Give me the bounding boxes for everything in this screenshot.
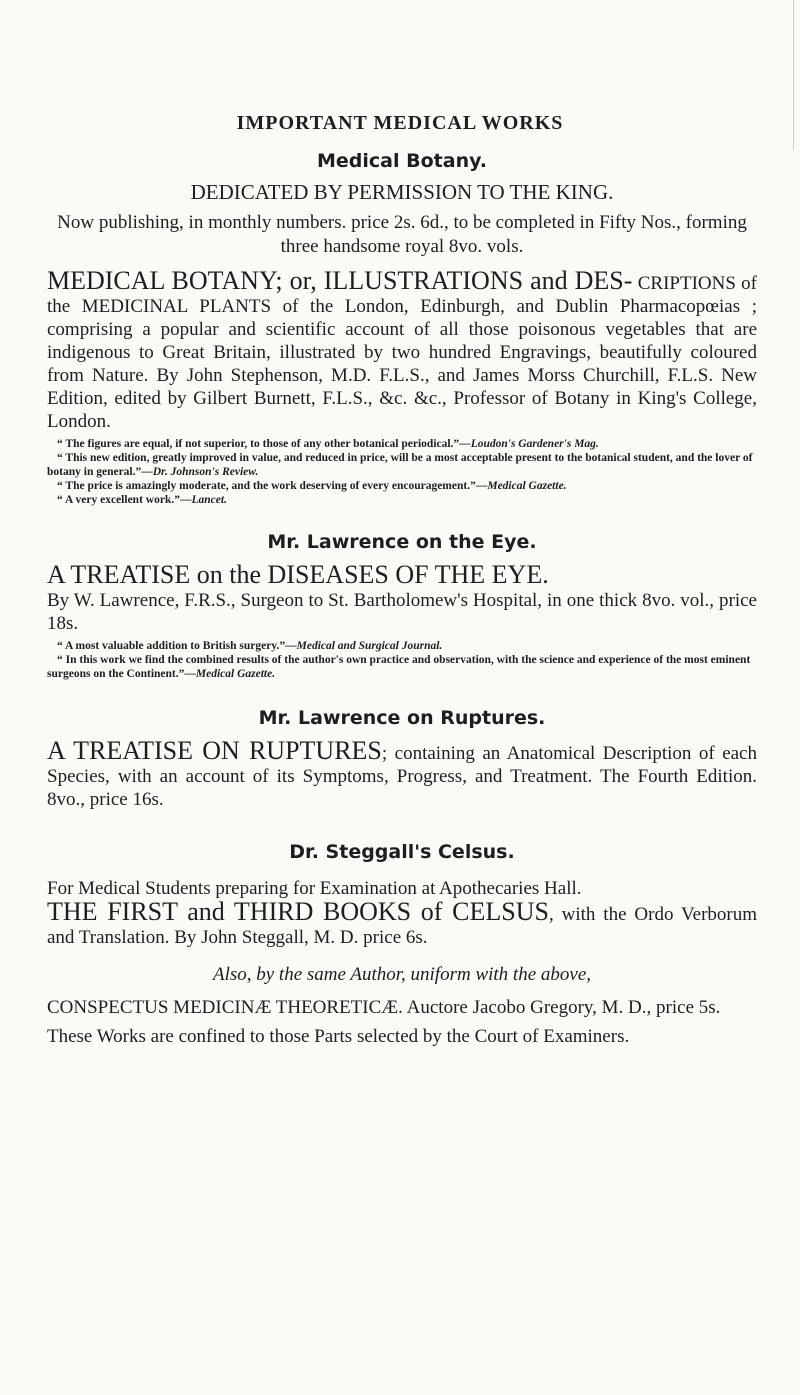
quote [47,493,757,507]
quote-text: “ The figures are equal, if not superior, to those of any other botanical periodical.”— [57,438,471,450]
advertisement-content [47,140,757,1048]
botany-description [47,266,757,433]
quote-source: Lancet. [191,494,227,506]
eye-body: By W. Lawrence, F.R.S., Surgeon to St. Bartholomew's Hospital, in one thick 8vo. vol., price 18s. [47,590,757,634]
quote-source: Loudon's Gardener's Mag. [470,438,599,450]
page-title: IMPORTANT MEDICAL WORKS [236,112,564,134]
botany-quotes [47,437,757,507]
section-heading-eye: Mr. Lawrence on the Eye. [267,531,537,553]
celsus-also: Also, by the same Author, uniform with the above, [212,964,592,985]
celsus-body: , with the Ordo Verborum and Translation. By John Steggall, M. D. price 6s. [47,904,758,948]
quote-source: Medical Gazette. [487,480,567,492]
celsus-description [47,897,758,949]
conspectus-title: CONSPECTUS MEDICINÆ THEORETICÆ. [47,997,403,1018]
quote-text: “ The price is amazingly moderate, and the work deserving of every encouragement.”— [57,480,488,492]
eye-title: A TREATISE on the DISEASES OF THE EYE. [47,560,549,589]
conspectus-description [47,996,757,1019]
quote [47,479,757,493]
section-heading-celsus: Dr. Steggall's Celsus. [289,841,515,863]
quote-text: “ In this work we find the combined results of the author's own practice and observation, with the science and experience of the most eminent surgeons on the Continent.”— [47,654,751,680]
quote [47,639,757,653]
eye-quotes [47,639,757,681]
eye-description [47,560,757,635]
botany-body: CRIPTIONS of the MEDICINAL PLANTS of the London, Edinburgh, and Dublin Pharmacopœias ; comprising a popular and scientific account of all those poisonous vegetables that are indigenous to Great Britain, illustrated by two hundred Engravings, beautifully coloured from Nature. By John Stephenson, M.D. F.L.S., and James Morss Churchill, F.L.S. New Edition, edited by Gilbert Burnett, F.L.S., &c. &c., Professor of Botany in King's College, London. [47,273,757,432]
quote-source: Medical Gazette. [195,668,276,680]
botany-title-rest: ; or, ILLUSTRATIONS and DES- [275,266,633,295]
quote-source: Medical and Surgical Journal. [296,640,443,652]
celsus-intro: For Medical Students preparing for Examination at Apothecaries Hall. [47,878,582,899]
quote [47,653,757,681]
section-heading-ruptures: Mr. Lawrence on Ruptures. [258,707,546,729]
ruptures-title: A TREATISE ON RUPTURES [47,736,382,765]
celsus-title: THE FIRST and THIRD BOOKS of CELSUS [47,897,549,926]
quote-text: “ This new edition, greatly improved in value, and reduced in price, will be a most acceptable present to the botanical student, and the lover of botany in general.”— [47,452,753,478]
quote-text: “ A very excellent work.”— [57,494,192,506]
quote-source: Dr. Johnson's Review. [152,466,259,478]
closing-note: These Works are confined to those Parts selected by the Court of Examiners. [47,1026,630,1047]
conspectus-body: Auctore Jacobo Gregory, M. D., price 5s. [402,997,721,1018]
section-heading-botany: Medical Botany. [317,150,487,172]
ruptures-body: ; containing an Anatomical Description of each Species, with an account of its Symptoms, Progress, and Treatment. The Fourth Edition. 8vo., price 16s. [47,743,757,810]
quote [47,451,757,479]
botany-lede: Now publishing, in monthly numbers. price 2s. 6d., to be completed in Fifty Nos., forming three handsome royal 8vo. vols. [57,212,747,257]
ruptures-description [47,736,757,811]
quote-text: “ A most valuable addition to British surgery.”— [57,640,297,652]
botany-title: MEDICAL BOTANY [47,266,276,295]
quote [47,437,757,451]
dedication: DEDICATED BY PERMISSION TO THE KING. [190,180,614,204]
